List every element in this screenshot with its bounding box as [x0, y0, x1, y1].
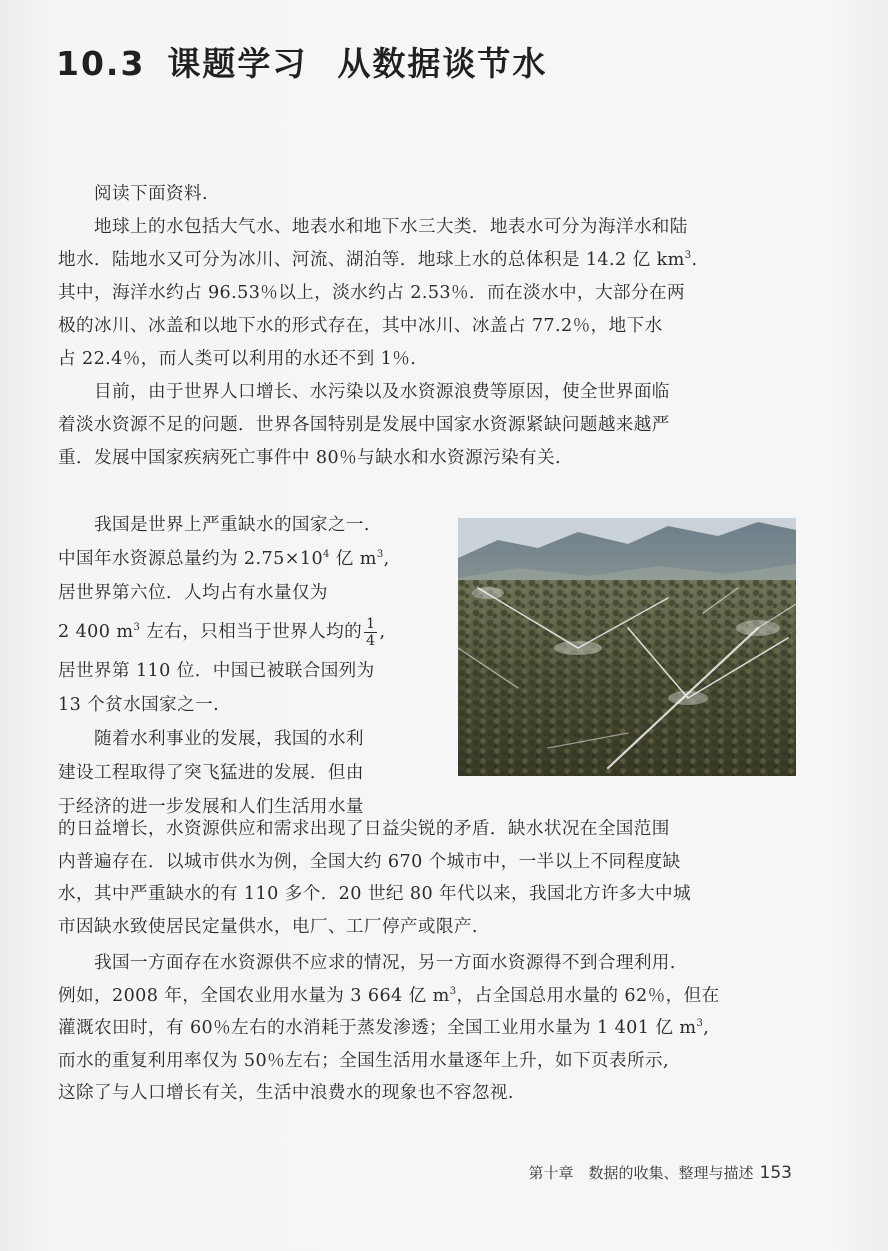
- irrigation-photo: [458, 518, 796, 776]
- paragraph-line: 灌溉农田时，有 60％左右的水消耗于蒸发渗透；全国工业用水量为 1 401 亿 $m^3$,: [58, 1018, 710, 1038]
- paragraph-line: 占 22.4％，而人类可以利用的水还不到 1％.: [58, 349, 417, 369]
- section-heading-part2: 从数据谈节水: [337, 44, 548, 83]
- paragraph-line: 居世界第 110 位．中国已被联合国列为: [58, 661, 375, 681]
- paragraph-line: 我国一方面存在水资源供不应求的情况，另一方面水资源得不到合理利用.: [94, 953, 676, 973]
- paragraph-line: 中国年水资源总量约为 $2.75\times 10^4$ 亿 $m^3$,: [58, 549, 390, 569]
- paragraph-line: 地水．陆地水又可分为冰川、河流、湖泊等．地球上水的总体积是 14.2 亿 $km^3$.: [58, 250, 698, 270]
- fraction-one-quarter: $\frac{1}{4}$: [366, 615, 376, 649]
- paragraph-line: 例如，2008 年，全国农业用水量为 3 664 亿 $m^3$，占全国总用水量的 62％，但在: [58, 985, 720, 1006]
- paragraph-line: 地球上的水包括大气水、地表水和地下水三大类．地表水可分为海洋水和陆: [94, 217, 688, 237]
- paragraph-line: 目前，由于世界人口增长、水污染以及水资源浪费等原因，使全世界面临: [94, 382, 670, 402]
- text-block-bottom: [58, 813, 798, 1110]
- intro-line: 阅读下面资料.: [94, 184, 208, 204]
- paragraph-line: 水，其中严重缺水的有 110 多个．20 世纪 80 年代以来，我国北方许多大中城: [58, 884, 691, 904]
- paragraph-line: 2 400 $m^3$ 左右，只相当于世界人均的 $\frac{1}{4}$ ,: [58, 615, 386, 649]
- paragraph-line: 其中，海洋水约占 96.53％以上，淡水约占 2.53％．而在淡水中，大部分在两: [58, 283, 685, 303]
- paragraph-line: 市因缺水致使居民定量供水，电厂、工厂停产或限产.: [58, 916, 478, 937]
- paragraph-line: 重．发展中国家疾病死亡事件中 80％与缺水和水资源污染有关.: [58, 448, 562, 468]
- paragraph-line: 随着水利事业的发展，我国的水利: [94, 729, 364, 749]
- paragraph-line: 的日益增长，水资源供应和需求出现了日益尖锐的矛盾．缺水状况在全国范围: [58, 819, 670, 839]
- page-footer: [529, 1162, 792, 1183]
- paragraph-line: 极的冰川、冰盖和以地下水的形式存在，其中冰川、冰盖占 77.2％，地下水: [58, 316, 663, 336]
- paragraph-line: 建设工程取得了突飞猛进的发展．但由: [58, 763, 364, 783]
- text-block-top: [58, 178, 798, 475]
- chapter-label: 第十章 数据的收集、整理与描述: [528, 1164, 754, 1182]
- paragraph-line: 居世界第六位．人均占有水量仅为: [58, 583, 328, 603]
- section-title: [56, 38, 547, 85]
- paragraph-line: 我国是世界上严重缺水的国家之一.: [94, 515, 370, 535]
- page-number: 153: [759, 1163, 792, 1183]
- paragraph-line: 而水的重复利用率仅为 50％左右；全国生活用水量逐年上升，如下页表所示,: [58, 1050, 669, 1071]
- paragraph-line: 于经济的进一步发展和人们生活用水量: [58, 797, 364, 817]
- paragraph-line: 这除了与人口增长有关，生活中浪费水的现象也不容忽视.: [58, 1083, 514, 1103]
- paragraph-line: 内普遍存在．以城市供水为例，全国大约 670 个城市中，一半以上不同程度缺: [58, 851, 681, 872]
- section-number: 10.3: [56, 44, 146, 83]
- paragraph-line: 着淡水资源不足的问题．世界各国特别是发展中国家水资源紧缺问题越来越严: [58, 415, 670, 435]
- section-heading-part1: 课题学习: [167, 44, 308, 83]
- text-block-left-column: [58, 508, 448, 824]
- paragraph-line: 13 个贫水国家之一.: [58, 695, 220, 715]
